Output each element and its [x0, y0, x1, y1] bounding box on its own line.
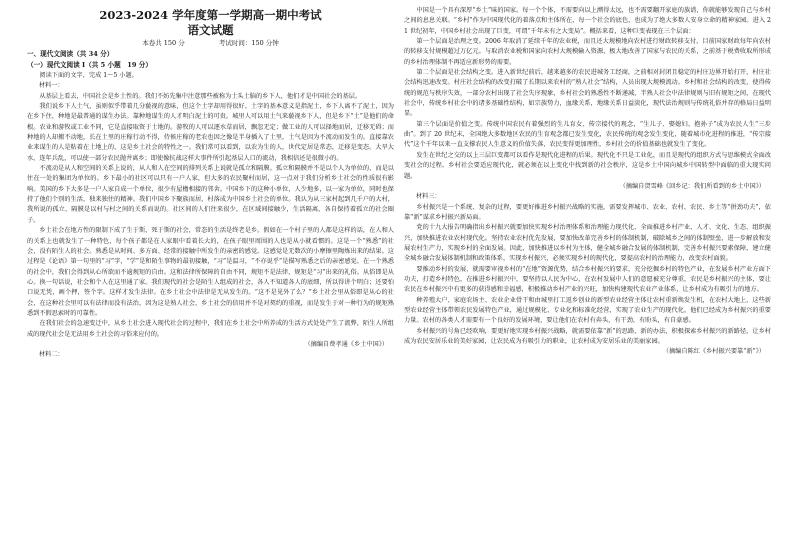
exam-time: 考试时间：150 分钟 — [218, 39, 279, 47]
paragraph: 从基层上看去，中国社会是乡土性的。我们不妨先集中注意那些被称为土头土脑的乡下人，他们才是中国社会的基层。 — [39, 92, 362, 100]
paragraph: 种养殖大户、家庭农场主、农业企业骨干和由城里打工返乡创业的新型农业经营主体让农村重新焕发生机，在农村大地上，这些新型农业经营主体带领农民发展特色产业，通过规模化、专业化和标准化经营，实现了农业生产的现代化，他们已经成为乡村振兴的重要力量。农村的各类人才需要有一个良好的发展环境，要让他们在农村有奔头，有干劲，有盼头，有自豪感。 — [404, 296, 771, 325]
left-column — [27, 6, 394, 361]
paragraph: 第一个层面是治理之变。2006 年取消了延续千年的农业税，而且还大规模地向农村进行财政转移支付，目前国家财政每年向农村的转移支付规模超过万亿元。与取消农业税和国家向农村大规模输入资源，极大地改善了国家与农民的关系，之前基于税费收取所形成的乡村治理体制不再适应新形势的需要。 — [404, 38, 771, 66]
right-column — [404, 6, 771, 358]
paragraph: 乡土社会在地方性的限制下成了生于斯、死于斯的社会，常态的生活是终老是乡。假如在一个村子里的人都是这样的话，在人和人的关系上也就发生了一种特色，每个孩子都是在人家眼中看着长大的，在孩子眼里周围的人也是从小就看惯的。这是一个“熟悉”的社会，没有陌生人的社会。熟悉是从时间、多方面、经常的接触中所发生的亲密的感觉。这感觉是无数次的小摩擦里陶炼出来的结果。这过程是《论语》第一句里的“习”字，“学”是和陌生事物的最初接触，“习”是温习，“不亦说乎”是描写熟悉之后的亲密感觉。在一个熟悉的社会中，我们会得到从心所欲而不逾规矩的自由。这和法律所保障的自由不同，规矩不是法律，规矩是“习”出来的礼俗。从俗即是从心。换一句话说，社会和个人在这里通了家。我们现代的社会是陌生人组成的社会，各人不知道各人的底细，所以得讲个明白；还要怕口说无凭，画个押，签个字。这样才发生法律。在乡土社会中法律是无从发生的。“这不是见外了么？”乡土社会里从俗即是从心的社会，在这种社会里可以有法律而没有法治，因为这是熟人社会，乡土社会的信用并不是对契约的重视，而是发生于对一种行为的规矩熟悉到不假思索时的可靠性。 — [27, 227, 394, 317]
section-heading: 一、现代文阅读（共 34 分） — [27, 50, 114, 58]
instruction: 阅读下面的文字，完成 1～5 小题。 — [39, 72, 138, 79]
exam-title: 2023-2024 学年度第一学期高一期中考试 — [99, 8, 322, 22]
paragraph: 我们说乡下人土气，虽则似乎带着几分藐视的意味，但这个土字却用得很好。土字的基本意义是指泥土，乡下人离不了泥土，因为在乡下住，种地是最普通的谋生办法。靠种地谋生的人才明白泥土的可贵。城里人可以用土气来藐视乡下人，但是乡下“土”是他们的命根。农业和游牧或工业不同，它是直接取资于土地的。游牧的人可以逐水草而居，飘忽无定；做工业的人可以择地而居，迁移无碍；而种地的人却搬不动地，长在土里的庄稼行动不得，侍候庄稼的老农也因之像是半身插入了土里，土气是因为不流动而发生的。直接靠农业来谋生的人是粘着在土地上的，这是乡土社会的特性之一。我们常可以看到，以农为生的人，世代定居是常态，迁移是变态。大旱大水，连年兵乱，可以使一部分农民抛井离乡；即使像抗战这样大事件所引起基层人口的流动，我相信还是很微小的。 — [27, 103, 394, 162]
source-citation: （摘编自费孝通《乡土中国》） — [304, 340, 388, 348]
material2-label: 材料二： — [39, 351, 64, 359]
source-citation: （摘编自陈红《乡村振兴要靠“新”》） — [662, 348, 765, 356]
paragraph: 要推动乡村的发展，就需要审视乡村的“在地”资源优势，结合乡村振兴的要求，充分挖掘乡村的特色产业，在发展乡村产业方面下功夫，打造乡村特色，在推进乡村振兴中，要坚持以人民为中心，在农村发展中人们的意愿被充分尊重，农民是乡村振兴的主体，要让农民在乡村振兴中有更多的获得感和幸福感，积极推动乡村产业的兴旺，加快构建现代农业产业体系，让乡村成为有吸引力的地方。 — [404, 265, 771, 294]
paragraph: 党的十九大报告明确指出乡村振兴就要加快实现乡村治理体系和治理能力现代化，全面推进乡村产业、人才、文化、生态、组织振兴，加快推进农业农村现代化。坚持农业农村优先发展，要加快改革完善乡村的体制机制，破除城乡之间的体制壁垒，进一步解放和发展农村生产力，实现乡村的全面发展。因此，加快推进以乡村为主体，健全城乡融合发展的体制机制，完善乡村振兴要素保障，建立健全城乡融合发展体制机制和政策体系，实现乡村振兴，必须实现乡村的现代化，要提高农村的治理能力，改变农村面貌。 — [404, 224, 771, 263]
paragraph: 中国是一个具有深厚“乡土”味的国家。每一个个体，不需要向以上溯得太远，也不需要翻开家庭的族谱，你就能够发现自己与乡村之间的息息关联。“乡村”作为中国现代化的着落点和主体所在，每一个社会的底色，也成为了绝大多数人安身立命的精神家园。进入 21 世纪初年，中国乡村社会出现了巨变，可谓“千年未有之大变局”。概括来看，这种巨变表现在三个层面： — [404, 7, 771, 35]
paragraph: 发生在世纪之交的以上三层巨变都可以看作是现代化进程的后果。现代化不只是工业化，而且是现代的组织方式与思维模式全面改变社会的过程。乡村社会要适应现代化，就必须在以上变化中找到新的社会秩序，这是乡土中国向城乡中国转型中面临的重大现实问题。 — [404, 151, 771, 180]
paragraph: 第二个层面是社会结构之变。进入新世纪前后，越来越多的农民进城务工经商，之前相对封闭且稳定的村庄边界开始打开，村庄社会结构迅速改变。村庄社会结构的改变打破了长期以来农村的“熟人社会”结构，人员出现大规模流动。乡村和社会结构的改变，使得传统的规范与秩序失效，一部分农村出现了社会失序现象，乡村社会的熟悉性不断递减，半熟人社会中法律规则与旧有规矩之间，在现代社会中，传统乡村社会中的诸多基础性结构，如宗族势力，血缘关系，地缘关系日益淡化，现代法治规则与传统礼俗并存的格局日益明显。 — [404, 69, 771, 118]
source-citation: （摘编自贺雪峰《回乡记：我们所看到的乡土中国》） — [619, 182, 765, 190]
paragraph: 乡村振兴的号角已经吹响，要更好地实现乡村振兴战略，就需要依靠“新”的思路、新的办法，积极探索乡村振兴的新路径，让乡村成为农民安居乐业的美好家园，让农民成为有吸引力的职业，让农村成为安居乐业的美丽家园。 — [404, 327, 771, 345]
paragraph: 在我们社会的急速变迁中，从乡土社会进入现代社会的过程中，我们在乡土社会中所养成的生活方式处处产生了流弊，陌生人所组成的现代社会是无法用乡土社会的习俗来应付的。 — [27, 320, 394, 338]
subsection-heading: （一）现代文阅读 I（共 5 小题 19 分） — [27, 61, 152, 69]
exam-meta — [27, 38, 394, 49]
exam-subtitle: 语文试题 — [187, 23, 234, 37]
paragraph: 第三个层面是价值之变。传统中国农民有着强烈的生儿育女、传宗接代的观念，“生儿子、娶媳妇、抱孙子”成为农民人生“三步曲”。到了 20 世纪末，全国绝大多数地区农民的生育观念都已发生变化，农民传统的观念发生变化，随着城市化进程的推进，“传宗接代”这个千年以来一直支撑农民人生意义的价值失落，农民变得更加理性，乡村社会的价值基础也就发生了变化。 — [404, 120, 771, 149]
paragraph: 不流动是从人和空间的关系上说的，从人和人在空间的排列关系上说就是孤立和隔膜。孤立和隔膜并不是以个人为单位的，而是以住在一处的集团为单位的。乡下最小的社区可以只有一户人家，但大多的农民聚村而居，这一点对于我们分析乡土社会的性质很有影响。美国的乡下大多是一户人家自成一个单位，很少有屋檐相接的邻舍。中国乡下的这种小单位，人少地多，以一家为单位，同时也保持了他们个别的生活，独来独往的精神。我们中国乡下聚族而居，村落成为中国乡土社会的单位。我认为从三家村起到几千户的大村，我所说的孤立、隔膜是以村与村之间的关系而说的。社区间的人们往来很少，在区域间接触少，生活隔离，各自保持着孤立的社会圈子。 — [27, 165, 394, 224]
material3-label: 材料三： — [416, 193, 441, 201]
paragraph: 乡村振兴是一个系统、复杂的过程，要更好推进乡村振兴战略的实施，需要发挥城市、农业、农村、农民、乡土等“拼劲功夫”，依靠“新”谋求乡村振兴新局面。 — [404, 203, 771, 221]
exam-score: 本卷共 150 分 — [142, 39, 185, 47]
material1-label: 材料一： — [39, 82, 64, 90]
